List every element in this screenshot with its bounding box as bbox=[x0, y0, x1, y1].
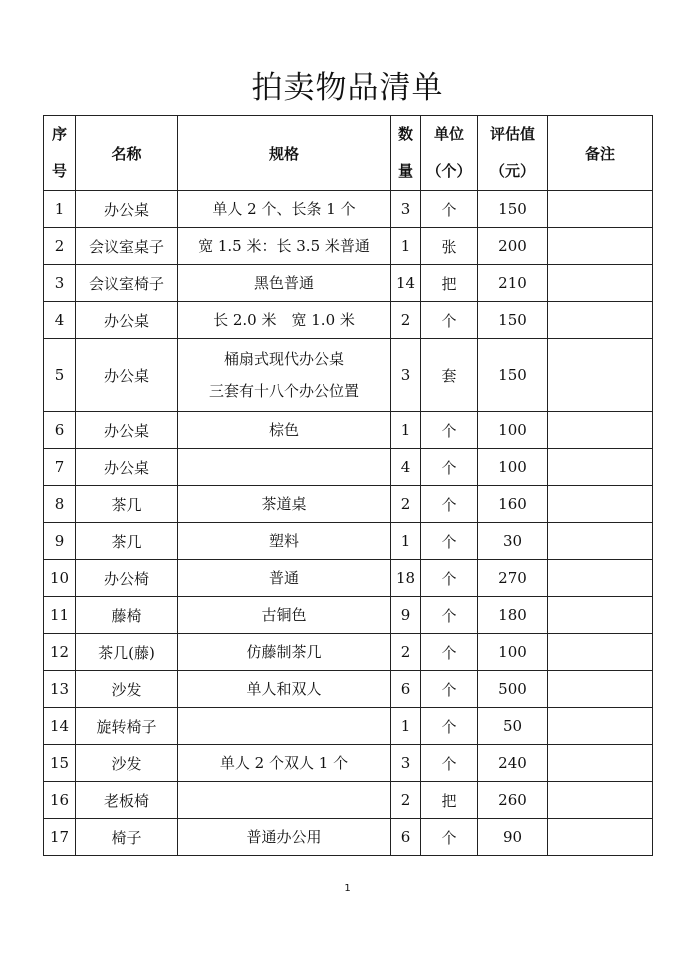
cell-value: 260 bbox=[478, 782, 548, 819]
cell-note bbox=[548, 265, 653, 302]
spec-line: 普通 bbox=[268, 569, 299, 587]
cell-spec bbox=[178, 634, 391, 671]
cell-unit: 个 bbox=[421, 671, 478, 708]
cell-note bbox=[548, 745, 653, 782]
cell-qty: 6 bbox=[391, 819, 421, 856]
cell-seq: 12 bbox=[44, 634, 76, 671]
table-row bbox=[44, 597, 653, 634]
cell-spec bbox=[178, 302, 391, 339]
cell-value: 240 bbox=[478, 745, 548, 782]
cell-name: 办公椅 bbox=[76, 560, 178, 597]
cell-unit: 个 bbox=[421, 486, 478, 523]
cell-spec bbox=[178, 708, 391, 745]
cell-unit: 个 bbox=[421, 191, 478, 228]
cell-unit: 个 bbox=[421, 449, 478, 486]
cell-note bbox=[548, 449, 653, 486]
table-row bbox=[44, 302, 653, 339]
cell-spec bbox=[178, 782, 391, 819]
cell-qty: 3 bbox=[391, 191, 421, 228]
cell-unit: 个 bbox=[421, 708, 478, 745]
cell-value: 100 bbox=[478, 449, 548, 486]
cell-value: 200 bbox=[478, 228, 548, 265]
spec-line: 棕色 bbox=[268, 421, 299, 439]
header-seq-line: 序 bbox=[51, 125, 67, 143]
cell-seq: 17 bbox=[44, 819, 76, 856]
cell-note bbox=[548, 523, 653, 560]
table-row bbox=[44, 782, 653, 819]
cell-unit: 个 bbox=[421, 523, 478, 560]
header-unit bbox=[421, 116, 478, 191]
cell-spec bbox=[178, 191, 391, 228]
cell-name: 办公桌 bbox=[76, 449, 178, 486]
cell-seq: 10 bbox=[44, 560, 76, 597]
header-spec: 规格 bbox=[178, 116, 391, 191]
cell-seq: 11 bbox=[44, 597, 76, 634]
cell-spec bbox=[178, 745, 391, 782]
cell-note bbox=[548, 634, 653, 671]
cell-unit: 张 bbox=[421, 228, 478, 265]
cell-note bbox=[548, 819, 653, 856]
cell-qty: 18 bbox=[391, 560, 421, 597]
cell-unit: 套 bbox=[421, 339, 478, 412]
table-row bbox=[44, 634, 653, 671]
cell-note bbox=[548, 412, 653, 449]
cell-seq: 15 bbox=[44, 745, 76, 782]
cell-note bbox=[548, 339, 653, 412]
cell-qty: 1 bbox=[391, 228, 421, 265]
cell-qty: 14 bbox=[391, 265, 421, 302]
header-value bbox=[478, 116, 548, 191]
cell-name: 茶几 bbox=[76, 486, 178, 523]
table-row bbox=[44, 708, 653, 745]
cell-seq: 1 bbox=[44, 191, 76, 228]
cell-seq: 13 bbox=[44, 671, 76, 708]
cell-seq: 5 bbox=[44, 339, 76, 412]
cell-seq: 6 bbox=[44, 412, 76, 449]
cell-name: 老板椅 bbox=[76, 782, 178, 819]
cell-name: 旋转椅子 bbox=[76, 708, 178, 745]
cell-seq: 8 bbox=[44, 486, 76, 523]
cell-qty: 2 bbox=[391, 486, 421, 523]
spec-line: 茶道桌 bbox=[261, 495, 307, 513]
cell-value: 90 bbox=[478, 819, 548, 856]
cell-name: 椅子 bbox=[76, 819, 178, 856]
header-value-line: （元） bbox=[489, 162, 535, 180]
table-row bbox=[44, 560, 653, 597]
cell-note bbox=[548, 228, 653, 265]
table-row bbox=[44, 819, 653, 856]
table-row bbox=[44, 449, 653, 486]
cell-seq: 3 bbox=[44, 265, 76, 302]
cell-spec bbox=[178, 449, 391, 486]
cell-note bbox=[548, 191, 653, 228]
header-qty bbox=[391, 116, 421, 191]
cell-spec bbox=[178, 486, 391, 523]
cell-value: 150 bbox=[478, 302, 548, 339]
cell-value: 210 bbox=[478, 265, 548, 302]
spec-line: 单人和双人 bbox=[246, 680, 322, 698]
cell-spec bbox=[178, 523, 391, 560]
cell-seq: 2 bbox=[44, 228, 76, 265]
header-qty-line: 数 bbox=[397, 125, 413, 143]
cell-name: 沙发 bbox=[76, 745, 178, 782]
cell-seq: 14 bbox=[44, 708, 76, 745]
table-body bbox=[44, 191, 653, 856]
table-row bbox=[44, 671, 653, 708]
cell-name: 藤椅 bbox=[76, 597, 178, 634]
cell-name: 沙发 bbox=[76, 671, 178, 708]
cell-name: 办公桌 bbox=[76, 412, 178, 449]
header-name: 名称 bbox=[76, 116, 178, 191]
cell-spec bbox=[178, 339, 391, 412]
cell-seq: 4 bbox=[44, 302, 76, 339]
cell-unit: 个 bbox=[421, 302, 478, 339]
spec-line: 单人 2 个双人 1 个 bbox=[219, 754, 349, 772]
cell-value: 500 bbox=[478, 671, 548, 708]
cell-spec bbox=[178, 671, 391, 708]
table-row bbox=[44, 523, 653, 560]
cell-qty: 1 bbox=[391, 708, 421, 745]
spec-line: 宽 1.5 米：长 3.5 米普通 bbox=[198, 237, 370, 255]
cell-spec bbox=[178, 819, 391, 856]
cell-name: 茶几(藤) bbox=[76, 634, 178, 671]
table-row bbox=[44, 191, 653, 228]
table-row bbox=[44, 265, 653, 302]
page-number: 1 bbox=[344, 883, 351, 894]
cell-value: 180 bbox=[478, 597, 548, 634]
cell-name: 办公桌 bbox=[76, 191, 178, 228]
header-qty-line: 量 bbox=[397, 162, 413, 180]
cell-name: 会议室桌子 bbox=[76, 228, 178, 265]
spec-line: 普通办公用 bbox=[246, 828, 322, 846]
spec-line: 桶扇式现代办公桌 bbox=[223, 350, 344, 368]
cell-spec bbox=[178, 597, 391, 634]
spec-line: 三套有十八个办公位置 bbox=[208, 382, 359, 400]
header-unit-line: 单位 bbox=[433, 125, 464, 143]
cell-spec bbox=[178, 228, 391, 265]
cell-qty: 2 bbox=[391, 302, 421, 339]
spec-line: 单人 2 个、长条 1 个 bbox=[212, 200, 356, 218]
cell-qty: 9 bbox=[391, 597, 421, 634]
cell-value: 100 bbox=[478, 412, 548, 449]
cell-value: 30 bbox=[478, 523, 548, 560]
cell-unit: 个 bbox=[421, 560, 478, 597]
header-seq-line: 号 bbox=[51, 162, 67, 180]
header-note: 备注 bbox=[548, 116, 653, 191]
header-value-line: 评估值 bbox=[489, 125, 535, 143]
cell-value: 50 bbox=[478, 708, 548, 745]
header-seq bbox=[44, 116, 76, 191]
cell-unit: 个 bbox=[421, 412, 478, 449]
cell-qty: 1 bbox=[391, 412, 421, 449]
inventory-table bbox=[43, 115, 653, 856]
cell-note bbox=[548, 486, 653, 523]
cell-unit: 把 bbox=[421, 782, 478, 819]
spec-line: 塑料 bbox=[268, 532, 299, 550]
cell-qty: 4 bbox=[391, 449, 421, 486]
cell-unit: 把 bbox=[421, 265, 478, 302]
cell-unit: 个 bbox=[421, 745, 478, 782]
cell-qty: 2 bbox=[391, 634, 421, 671]
cell-qty: 3 bbox=[391, 339, 421, 412]
cell-unit: 个 bbox=[421, 597, 478, 634]
cell-seq: 9 bbox=[44, 523, 76, 560]
cell-seq: 16 bbox=[44, 782, 76, 819]
cell-qty: 2 bbox=[391, 782, 421, 819]
cell-seq: 7 bbox=[44, 449, 76, 486]
table-row bbox=[44, 228, 653, 265]
spec-line: 长 2.0 米 宽 1.0 米 bbox=[213, 311, 355, 329]
table-header-row bbox=[44, 116, 653, 191]
cell-note bbox=[548, 782, 653, 819]
cell-unit: 个 bbox=[421, 634, 478, 671]
cell-value: 150 bbox=[478, 191, 548, 228]
cell-note bbox=[548, 302, 653, 339]
table-row bbox=[44, 486, 653, 523]
cell-spec bbox=[178, 265, 391, 302]
table-row bbox=[44, 745, 653, 782]
header-unit-line: （个） bbox=[426, 162, 472, 180]
spec-line: 古铜色 bbox=[261, 606, 307, 624]
cell-spec bbox=[178, 560, 391, 597]
cell-note bbox=[548, 560, 653, 597]
cell-qty: 1 bbox=[391, 523, 421, 560]
cell-name: 茶几 bbox=[76, 523, 178, 560]
cell-unit: 个 bbox=[421, 819, 478, 856]
cell-value: 160 bbox=[478, 486, 548, 523]
cell-name: 办公桌 bbox=[76, 302, 178, 339]
cell-spec bbox=[178, 412, 391, 449]
cell-note bbox=[548, 708, 653, 745]
cell-value: 100 bbox=[478, 634, 548, 671]
cell-qty: 3 bbox=[391, 745, 421, 782]
table-row bbox=[44, 339, 653, 412]
cell-note bbox=[548, 671, 653, 708]
cell-qty: 6 bbox=[391, 671, 421, 708]
cell-name: 会议室椅子 bbox=[76, 265, 178, 302]
cell-name: 办公桌 bbox=[76, 339, 178, 412]
spec-line: 黑色普通 bbox=[253, 274, 314, 292]
spec-line: 仿藤制茶几 bbox=[246, 643, 322, 661]
cell-value: 150 bbox=[478, 339, 548, 412]
cell-note bbox=[548, 597, 653, 634]
cell-value: 270 bbox=[478, 560, 548, 597]
table-row bbox=[44, 412, 653, 449]
page-title: 拍卖物品清单 bbox=[251, 70, 444, 106]
